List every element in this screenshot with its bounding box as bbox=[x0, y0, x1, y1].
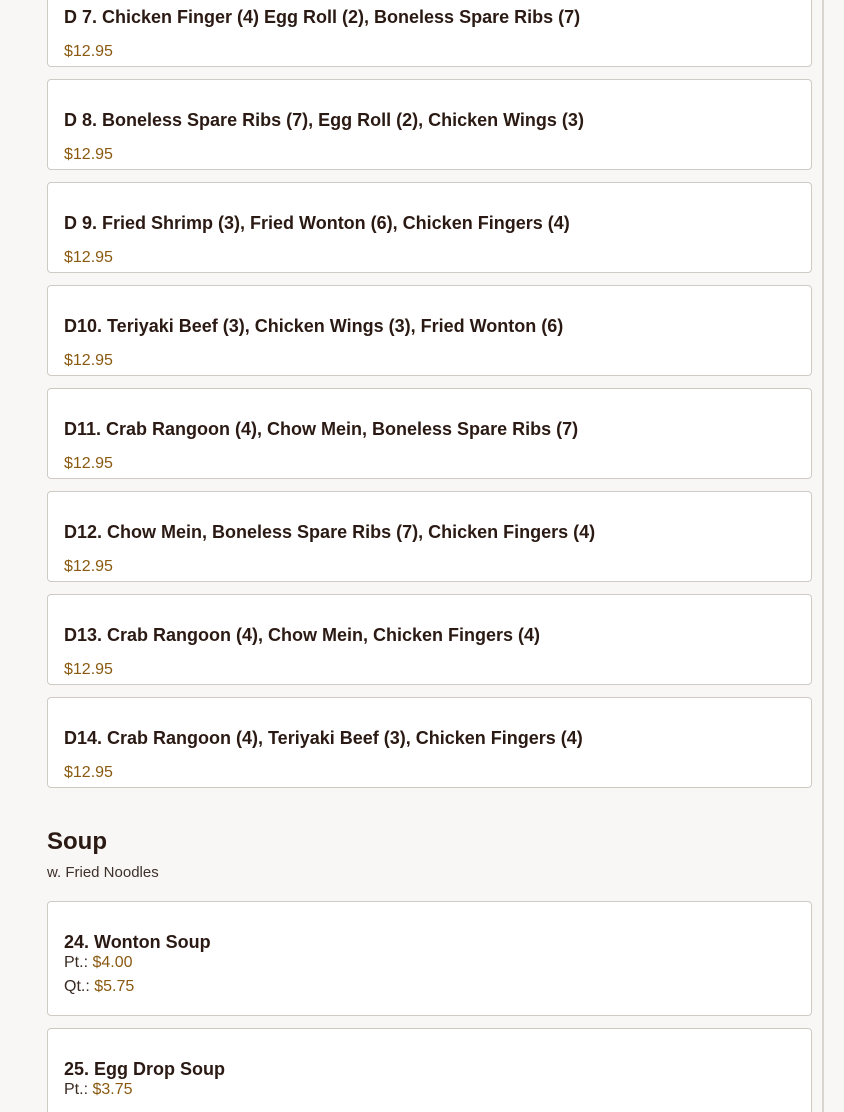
menu-item-name: D12. Chow Mein, Boneless Spare Ribs (7), Chicken Fingers (4) bbox=[64, 522, 596, 542]
menu-item-price: $12.95 bbox=[64, 455, 113, 472]
menu-item-name: D 7. Chicken Finger (4) Egg Roll (2), Boneless Spare Ribs (7) bbox=[64, 7, 581, 27]
menu-item-card[interactable] bbox=[47, 594, 812, 685]
menu-item-name: D11. Crab Rangoon (4), Chow Mein, Boneless Spare Ribs (7) bbox=[64, 419, 579, 439]
page-divider bbox=[822, 0, 824, 1112]
menu-item-name: D14. Crab Rangoon (4), Teriyaki Beef (3), Chicken Fingers (4) bbox=[64, 728, 583, 748]
menu-item-name: D 9. Fried Shrimp (3), Fried Wonton (6), Chicken Fingers (4) bbox=[64, 213, 570, 233]
menu-item-card[interactable] bbox=[47, 491, 812, 582]
section-title: Soup bbox=[47, 828, 107, 855]
size-price: $5.75 bbox=[94, 978, 135, 995]
menu-item-price: $12.95 bbox=[64, 661, 113, 678]
menu-item-card[interactable] bbox=[47, 182, 812, 273]
menu-item-card[interactable] bbox=[47, 0, 812, 67]
menu-item-price: $12.95 bbox=[64, 764, 113, 781]
size-price: $3.75 bbox=[92, 1081, 133, 1098]
pint-price-row bbox=[64, 1081, 133, 1099]
menu-item-name: D10. Teriyaki Beef (3), Chicken Wings (3), Fried Wonton (6) bbox=[64, 316, 564, 336]
size-price: $4.00 bbox=[92, 954, 133, 971]
menu-item-price: $12.95 bbox=[64, 352, 113, 369]
menu-content bbox=[47, 0, 812, 1112]
dinner-combo-list bbox=[47, 0, 812, 788]
menu-item-card[interactable] bbox=[47, 285, 812, 376]
menu-item-price: $12.95 bbox=[64, 558, 113, 575]
menu-item-name: 25. Egg Drop Soup bbox=[64, 1059, 226, 1079]
menu-item-card[interactable] bbox=[47, 901, 812, 1016]
size-label: Pt.: bbox=[64, 1081, 93, 1098]
menu-item-price: $12.95 bbox=[64, 43, 113, 60]
menu-item-card[interactable] bbox=[47, 79, 812, 170]
soup-item-list bbox=[47, 901, 812, 1112]
size-label: Qt.: bbox=[64, 978, 95, 995]
menu-item-name: 24. Wonton Soup bbox=[64, 932, 211, 952]
size-label: Pt.: bbox=[64, 954, 93, 971]
menu-item-name: D13. Crab Rangoon (4), Chow Mein, Chicken Fingers (4) bbox=[64, 625, 541, 645]
menu-item-card[interactable] bbox=[47, 388, 812, 479]
menu-item-name: D 8. Boneless Spare Ribs (7), Egg Roll (2), Chicken Wings (3) bbox=[64, 110, 584, 130]
menu-item-card[interactable] bbox=[47, 697, 812, 788]
menu-item-price: $12.95 bbox=[64, 146, 113, 163]
pint-price-row bbox=[64, 954, 133, 972]
quart-price-row bbox=[64, 978, 134, 996]
menu-item-card[interactable] bbox=[47, 1028, 812, 1112]
menu-item-price: $12.95 bbox=[64, 249, 113, 266]
section-subtitle: w. Fried Noodles bbox=[47, 864, 159, 881]
soup-section bbox=[47, 825, 812, 1112]
